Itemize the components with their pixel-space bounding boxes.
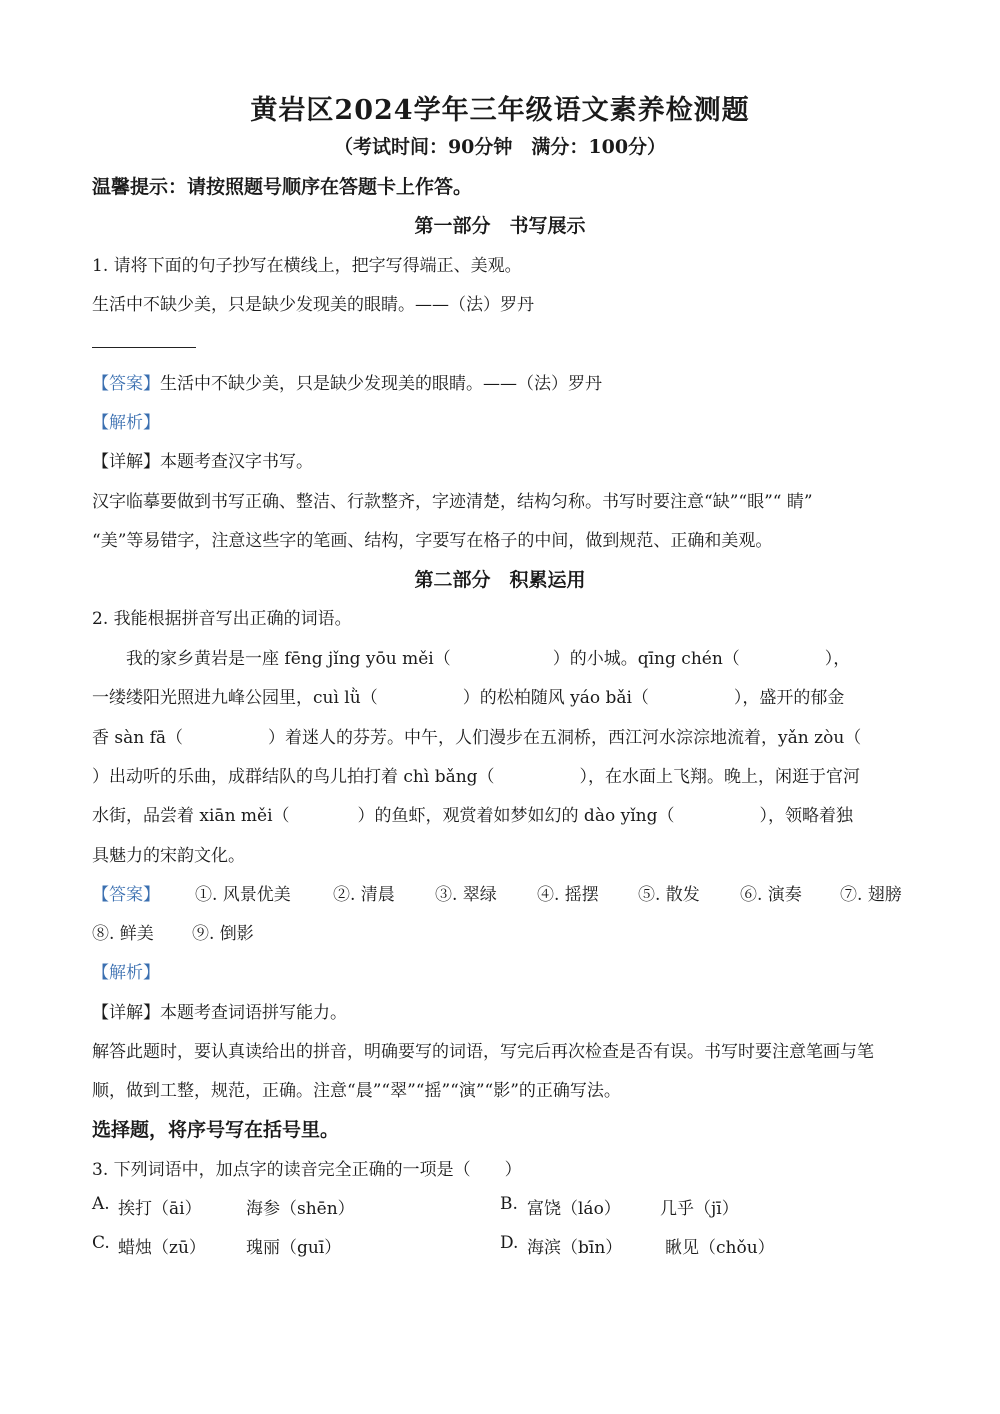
detail-text: 本题考查词语拼写能力。 (160, 1003, 347, 1023)
q2-passage-line: 香 sàn fā（ ）着迷人的芬芳。中午，人们漫步在五洞桥，西江河水淙淙地流着，yǎn zòu（ (92, 728, 862, 748)
q2-stem: 2. 我能根据拼音写出正确的词语。 (92, 609, 352, 629)
tip-text: 温馨提示：请按照题号顺序在答题卡上作答。 (92, 176, 473, 198)
option-word: 挨打（āi） (118, 1199, 202, 1219)
q1-sentence: 生活中不缺少美，只是缺少发现美的眼睛。——（法）罗丹 (92, 295, 534, 315)
option-word: 富饶（láo） (527, 1199, 621, 1219)
detail-tag: 【详解】 (92, 452, 160, 472)
q1-detail (92, 447, 313, 472)
option-word: 海参（shēn） (246, 1199, 355, 1219)
answer-tag: 【答案】 (92, 885, 160, 905)
q2-detail (92, 998, 347, 1023)
q2-passage-line: 具魅力的宋韵文化。 (92, 846, 245, 866)
q2-explain-line1: 解答此题时，要认真读给出的拼音，明确要写的词语，写完后再次检查是否有误。书写时要注意笔画与笔 (92, 1042, 874, 1062)
answer-item: ⑨. 倒影 (192, 924, 254, 944)
option-word: 瞅见（chǒu） (665, 1238, 775, 1258)
answer-text: 生活中不缺少美，只是缺少发现美的眼睛。——（法）罗丹 (160, 374, 602, 394)
answer-item: ⑤. 散发 (638, 885, 700, 905)
part2-heading: 第二部分 积累运用 (414, 569, 586, 591)
option-letter: B. (500, 1194, 518, 1214)
option-word: 蜡烛（zū） (118, 1238, 206, 1258)
detail-tag: 【详解】 (92, 1003, 160, 1023)
analysis-tag: 【解析】 (92, 963, 160, 983)
q2-passage-line: ）出动听的乐曲，成群结队的鸟儿拍打着 chì bǎng（ ），在水面上飞翔。晚上，闲逛于官河 (92, 767, 861, 787)
option-letter: C. (92, 1233, 110, 1253)
q2-passage-line: 我的家乡黄岩是一座 fēng jǐng yōu měi（ ）的小城。qīng chén（ ）， (92, 649, 851, 669)
answer-item: ⑦. 翅膀 (840, 885, 902, 905)
part1-heading: 第一部分 书写展示 (414, 215, 586, 237)
answer-item: ①. 风景优美 (195, 885, 291, 905)
q1-explain-line1: 汉字临摹要做到书写正确、整洁、行款整齐，字迹清楚，结构匀称。书写时要注意“缺”“眼”“ 睛” (92, 492, 813, 512)
q2-passage-line: 水街，品尝着 xiān měi（ ）的鱼虾，观赏着如梦如幻的 dào yǐng（ ），领略着独 (92, 806, 853, 826)
detail-text: 本题考查汉字书写。 (160, 452, 313, 472)
answer-item: ④. 摇摆 (537, 885, 599, 905)
option-letter: D. (500, 1233, 519, 1253)
answer-tag: 【答案】 (92, 374, 160, 394)
answer-item: ②. 清晨 (333, 885, 395, 905)
answer-item: ⑧. 鲜美 (92, 924, 154, 944)
analysis-tag: 【解析】 (92, 413, 160, 433)
q1-explain-line2: “美”等易错字，注意这些字的笔画、结构，字要写在格子的中间，做到规范、正确和美观。 (92, 531, 773, 551)
page-title: 黄岩区2024学年三年级语文素养检测题 (250, 95, 750, 126)
option-word: 几乎（jī） (660, 1199, 739, 1219)
q2-explain-line2: 顺，做到工整，规范，正确。注意“晨”“翠”“摇”“演”“影”的正确写法。 (92, 1081, 621, 1101)
answer-item: ⑥. 演奏 (740, 885, 802, 905)
q1-answer (92, 369, 602, 394)
answer-item: ③. 翠绿 (435, 885, 497, 905)
option-word: 瑰丽（guī） (246, 1238, 342, 1258)
option-letter: A. (92, 1194, 110, 1214)
option-word: 海滨（bīn） (527, 1238, 623, 1258)
q1-stem: 1. 请将下面的句子抄写在横线上，把字写得端正、美观。 (92, 256, 522, 276)
answer-line (92, 347, 196, 348)
choice-heading: 选择题，将序号写在括号里。 (92, 1119, 340, 1141)
exam-info: （考试时间：90分钟 满分：100分） (333, 136, 667, 158)
q2-passage-line: 一缕缕阳光照进九峰公园里，cuì lǜ（ ）的松柏随风 yáo bǎi（ ），盛开的郁金 (92, 688, 845, 708)
q3-stem: 3. 下列词语中，加点字的读音完全正确的一项是（ ） (92, 1160, 522, 1180)
